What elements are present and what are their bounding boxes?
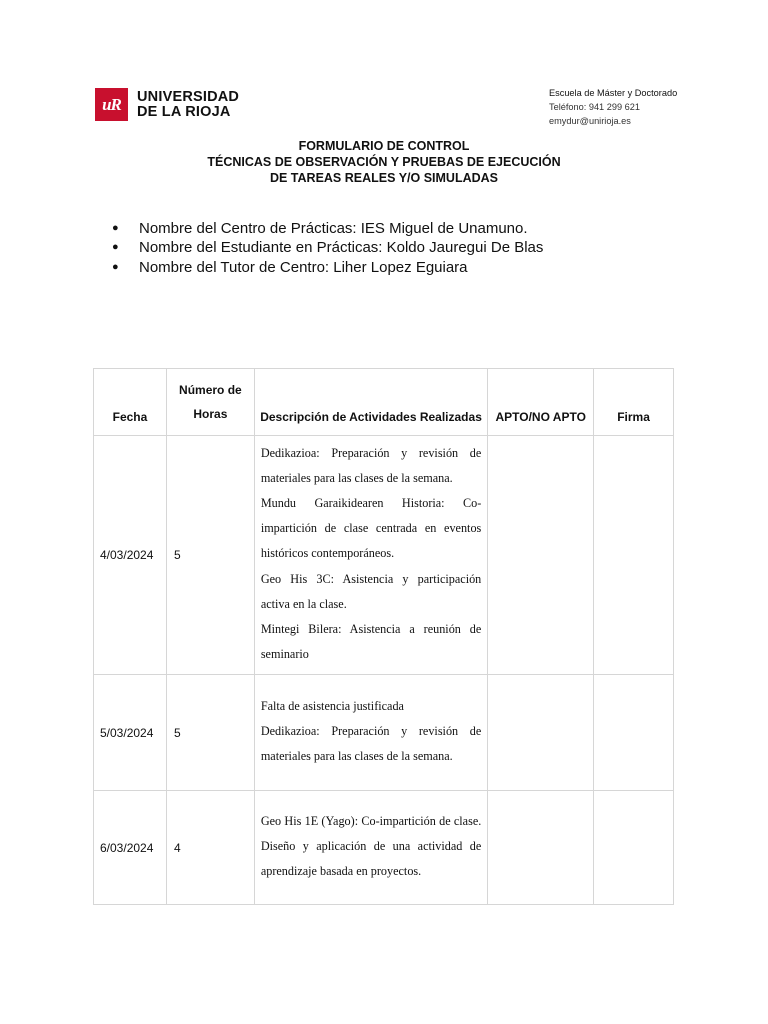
header-apto: APTO/NO APTO — [488, 369, 594, 436]
cell-apto[interactable] — [488, 791, 594, 905]
header-horas — [166, 369, 254, 436]
info-item-centro — [112, 219, 543, 238]
contact-phone: Teléfono: 941 299 621 — [549, 102, 640, 112]
activity-text: Dedikazioa: Preparación y revisión de materiales para las clases de la semana. — [260, 723, 482, 764]
info-text: Nombre del Estudiante en Prácticas: Koldo Jauregui De Blas — [139, 239, 544, 257]
contact-block — [549, 86, 677, 128]
university-emblem-icon: uR — [95, 88, 128, 121]
bullet-icon: ● — [112, 222, 119, 234]
form-title — [0, 138, 768, 186]
activity-text: Mundu Garaikidearen Historia: Co-impartición de clase centrada en eventos históricos contemporáneos. — [260, 495, 482, 561]
cell-firma[interactable] — [594, 791, 674, 905]
header-horas-line1: Número de — [179, 383, 242, 397]
cell-horas: 4 — [166, 791, 254, 905]
info-text: Nombre del Centro de Prácticas: IES Miguel de Unamuno. — [139, 220, 528, 237]
header-firma: Firma — [594, 369, 674, 436]
cell-horas: 5 — [166, 675, 254, 791]
activity-text: Mintegi Bilera: Asistencia a reunión de seminario — [260, 622, 482, 662]
info-list — [112, 219, 543, 277]
activity-text: Geo His 3C: Asistencia y participación activa en la clase. — [260, 571, 482, 611]
cell-firma[interactable] — [594, 436, 674, 675]
cell-firma[interactable] — [594, 675, 674, 791]
info-item-estudiante — [112, 238, 543, 257]
cell-fecha: 5/03/2024 — [94, 675, 167, 791]
table-row — [94, 791, 674, 905]
form-title-line1: FORMULARIO DE CONTROL — [298, 139, 470, 153]
cell-descripcion — [254, 436, 487, 675]
table-header-row — [94, 369, 674, 436]
bullet-icon: ● — [112, 260, 119, 273]
header-descripcion: Descripción de Actividades Realizadas — [254, 369, 487, 436]
form-title-line2: TÉCNICAS DE OBSERVACIÓN Y PRUEBAS DE EJECUCIÓN — [207, 155, 561, 169]
cell-apto[interactable] — [488, 675, 594, 791]
cell-apto[interactable] — [488, 436, 594, 675]
table-row — [94, 675, 674, 791]
cell-fecha: 6/03/2024 — [94, 791, 167, 905]
cell-descripcion — [254, 791, 487, 905]
university-logo — [95, 88, 239, 121]
cell-descripcion — [254, 675, 487, 791]
info-text: Nombre del Tutor de Centro: Liher Lopez Eguiara — [139, 258, 468, 276]
table-row — [94, 436, 674, 675]
university-name-line2: DE LA RIOJA — [137, 103, 231, 120]
info-item-tutor — [112, 258, 543, 277]
university-name — [137, 90, 239, 120]
activity-text: Geo His 1E (Yago): Co-impartición de clase. Diseño y aplicación de una actividad de aprendizaje basada en proyectos. — [260, 813, 482, 879]
cell-fecha: 4/03/2024 — [94, 436, 167, 675]
activity-text: Dedikazioa: Preparación y revisión de materiales para las clases de la semana. — [260, 445, 482, 485]
university-name-line1: UNIVERSIDAD — [137, 88, 240, 105]
school-name: Escuela de Máster y Doctorado — [549, 88, 678, 98]
activity-text: Falta de asistencia justificada — [260, 698, 404, 713]
header-horas-line2: Horas — [193, 407, 228, 421]
control-table — [93, 368, 674, 905]
form-title-line3: DE TAREAS REALES Y/O SIMULADAS — [269, 171, 499, 185]
contact-email: emydur@unirioja.es — [549, 116, 631, 126]
bullet-icon: ● — [112, 241, 119, 254]
cell-horas: 5 — [166, 436, 254, 675]
header-fecha: Fecha — [94, 369, 167, 436]
